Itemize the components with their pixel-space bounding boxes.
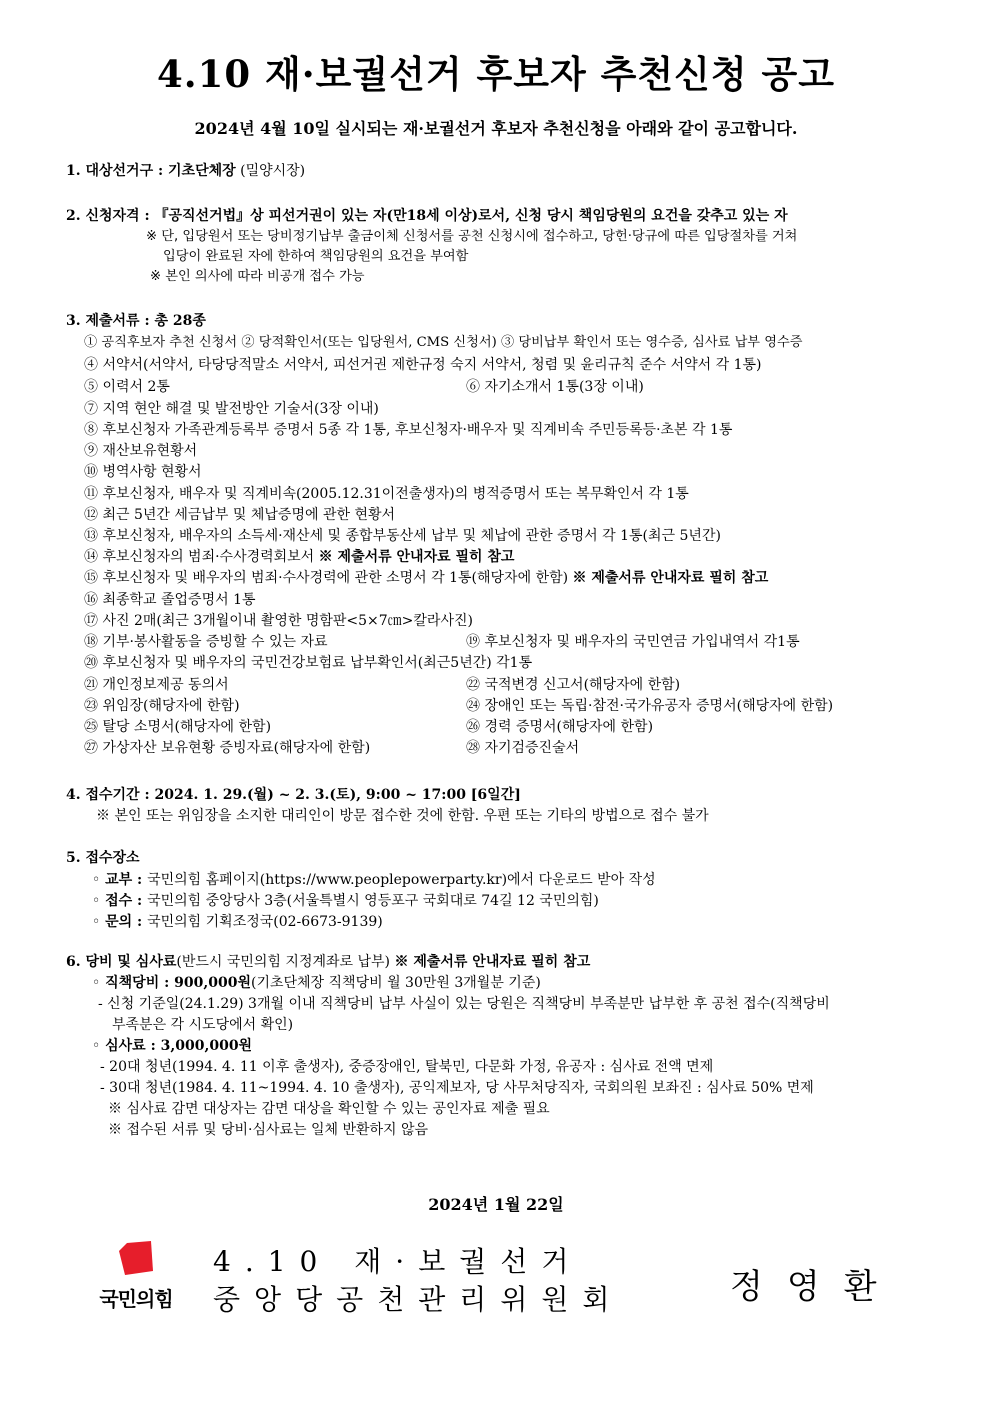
page-title: 4.10 재·보궐선거 후보자 추천신청 공고 [157, 52, 835, 96]
document-item: ⑨ 재산보유현황서 [84, 443, 198, 459]
section-5-row-issue [92, 870, 656, 890]
section-6-title: 6. 당비 및 심사료 [66, 954, 177, 970]
section-4-label: 4. 접수기간 : 2024. 1. 29.(월) ~ 2. 3.(토), 9:00 ~ 17:00 [6일간] [66, 787, 521, 803]
document-item: ㉘ 자기검증진술서 [466, 740, 580, 756]
review-fee-note: ※ 심사료 감면 대상자는 감면 대상을 확인할 수 있는 공인자료 제출 필요 [108, 1101, 550, 1117]
section-2-note-1b: 입당이 완료된 자에 한하여 책임당원의 요건을 부여함 [163, 249, 469, 264]
party-logo-text: 국민의힘 [99, 1287, 173, 1311]
review-fee-note: - 20대 청년(1994. 4. 11 이후 출생자), 중증장애인, 탈북민, 다문화 가정, 유공자 : 심사료 전액 면제 [100, 1059, 714, 1075]
document-item: ⑦ 지역 현안 해결 및 발전방안 기술서(3장 이내) [84, 401, 379, 417]
document-item-text: ⑮ 후보신청자 및 배우자의 범죄·수사경력에 관한 소명서 각 1통(해당자에 한함) [84, 570, 573, 586]
position-fee-note: 부족분은 각 시도당에서 확인) [112, 1017, 294, 1033]
document-item: ㉒ 국적변경 신고서(해당자에 한함) [466, 677, 681, 693]
chairman-name: 정영환 [730, 1267, 901, 1307]
section-2-note-2: ※ 본인 의사에 따라 비공개 접수 가능 [150, 269, 365, 284]
row-label: ◦ 교부 : [92, 872, 148, 888]
document-item: ㉓ 위임장(해당자에 한함) [84, 698, 240, 714]
section-6-title-rest: (반드시 국민의힘 지정계좌로 납부) [176, 954, 395, 970]
section-1 [66, 161, 305, 181]
document-item: ⑰ 사진 2매(최근 3개월이내 촬영한 명함판<5×7㎝>칼라사진) [84, 613, 473, 629]
committee-name-line-2: 중앙당공천관리위원회 [213, 1283, 624, 1316]
document-item: ⑱ 기부·봉사활동을 증빙할 수 있는 자료 [84, 634, 328, 650]
document-item: ㉖ 경력 증명서(해당자에 한함) [466, 719, 654, 735]
document-item: ⑪ 후보신청자, 배우자 및 직계비속(2005.12.31이전출생자)의 병적증명서 또는 복무확인서 각 1통 [84, 486, 689, 502]
notice-date: 2024년 1월 22일 [428, 1195, 564, 1214]
review-fee-label: ◦ 심사료 : 3,000,000원 [92, 1038, 253, 1054]
document-item: ㉗ 가상자산 보유현황 증빙자료(해당자에 한함) [84, 740, 371, 756]
position-fee-note: - 신청 기준일(24.1.29) 3개월 이내 직책당비 납부 사실이 있는 당원은 직책당비 부족분만 납부한 후 공천 접수(직책당비 [98, 996, 830, 1012]
position-fee-label: ◦ 직책당비 : 900,000원 [92, 975, 251, 991]
review-fee-note: ※ 접수된 서류 및 당비·심사료는 일체 반환하지 않음 [108, 1122, 429, 1138]
document-item [84, 547, 514, 567]
row-value: 국민의힘 중앙당사 3층(서울특별시 영등포구 국회대로 74길 12 국민의힘) [147, 893, 599, 909]
party-logo [90, 1241, 182, 1313]
section-1-label: 1. 대상선거구 : 기초단체장 [66, 163, 236, 179]
document-item: ㉑ 개인정보제공 동의서 [84, 677, 229, 693]
document-item-text: ⑭ 후보신청자의 범죄·수사경력회보서 [84, 549, 319, 565]
position-fee [92, 973, 541, 993]
row-label: ◦ 접수 : [92, 893, 148, 909]
page-subtitle: 2024년 4월 10일 실시되는 재·보궐선거 후보자 추천신청을 아래와 같이 공고합니다. [194, 119, 798, 138]
document-item: ⑧ 후보신청자 가족관계등록부 증명서 5종 각 1통, 후보신청자·배우자 및 직계비속 주민등록등·초본 각 1통 [84, 422, 733, 438]
document-item: ④ 서약서(서약서, 타당당적말소 서약서, 피선거권 제한규정 숙지 서약서, 청렴 및 윤리규칙 준수 서약서 각 1통) [84, 357, 762, 373]
document-item: ⑯ 최종학교 졸업증명서 1통 [84, 592, 256, 608]
section-5-label: 5. 접수장소 [66, 850, 140, 866]
document-item: ⑫ 최근 5년간 세금납부 및 체납증명에 관한 현황서 [84, 507, 396, 523]
document-item: ㉕ 탈당 소명서(해당자에 한함) [84, 719, 272, 735]
section-6-label [66, 952, 590, 972]
document-item: ⑤ 이력서 2통 [84, 379, 170, 395]
row-value: 국민의힘 홈페이지(https://www.peoplepowerparty.kr)에서 다운로드 받아 작성 [147, 872, 656, 888]
section-5-row-receipt [92, 891, 599, 911]
section-3-label: 3. 제출서류 : 총 28종 [66, 313, 206, 329]
section-2-label: 2. 신청자격 : 『공직선거법』상 피선거권이 있는 자(만18세 이상)로서, 신청 당시 책임당원의 요건을 갖추고 있는 자 [66, 208, 788, 224]
row-label: ◦ 문의 : [92, 914, 148, 930]
section-4-note: ※ 본인 또는 위임장을 소지한 대리인이 방문 접수한 것에 한함. 우편 또는 기타의 방법으로 접수 불가 [96, 808, 709, 824]
document-item-reference: ※ 제출서류 안내자료 필히 참고 [318, 549, 515, 565]
document-item: ⑲ 후보신청자 및 배우자의 국민연금 가입내역서 각1통 [466, 634, 800, 650]
row-value: 국민의힘 기획조정국(02-6673-9139) [147, 914, 383, 930]
document-item: ⑬ 후보신청자, 배우자의 소득세·재산세 및 종합부동산세 납부 및 체납에 관한 증명서 각 1통(최근 5년간) [84, 528, 721, 544]
section-5-row-inquiry [92, 912, 383, 932]
section-2-note-1a: ※ 단, 입당원서 또는 당비정기납부 출금이체 신청서를 공천 신청시에 접수하고, 당헌·당규에 따른 입당절차를 거쳐 [146, 229, 798, 244]
section-6-reference: ※ 제출서류 안내자료 필히 참고 [394, 954, 591, 970]
document-item [84, 568, 768, 588]
position-fee-rest: (기초단체장 직책당비 월 30만원 3개월분 기준) [251, 975, 541, 991]
committee-name-line-1: 4.10 재·보궐선거 [213, 1245, 583, 1278]
document-item: ① 공직후보자 추천 신청서 ② 당적확인서(또는 입당원서, CMS 신청서) ③ 당비납부 확인서 또는 영수증, 심사료 납부 영수증 [84, 335, 803, 350]
document-item: ⑩ 병역사항 현황서 [84, 464, 202, 480]
document-item: ⑥ 자기소개서 1통(3장 이내) [466, 379, 644, 395]
document-item: ㉔ 장애인 또는 독립·참전·국가유공자 증명서(해당자에 한함) [466, 698, 834, 714]
party-logo-mark-icon [119, 1241, 153, 1275]
review-fee-note: - 30대 청년(1984. 4. 11~1994. 4. 10 출생자), 공익제보자, 당 사무처당직자, 국회의원 보좌진 : 심사료 50% 면제 [100, 1080, 814, 1096]
section-1-value: (밀양시장) [235, 163, 306, 179]
document-item: ⑳ 후보신청자 및 배우자의 국민건강보험료 납부확인서(최근5년간) 각1통 [84, 655, 533, 671]
document-item-reference: ※ 제출서류 안내자료 필히 참고 [572, 570, 769, 586]
